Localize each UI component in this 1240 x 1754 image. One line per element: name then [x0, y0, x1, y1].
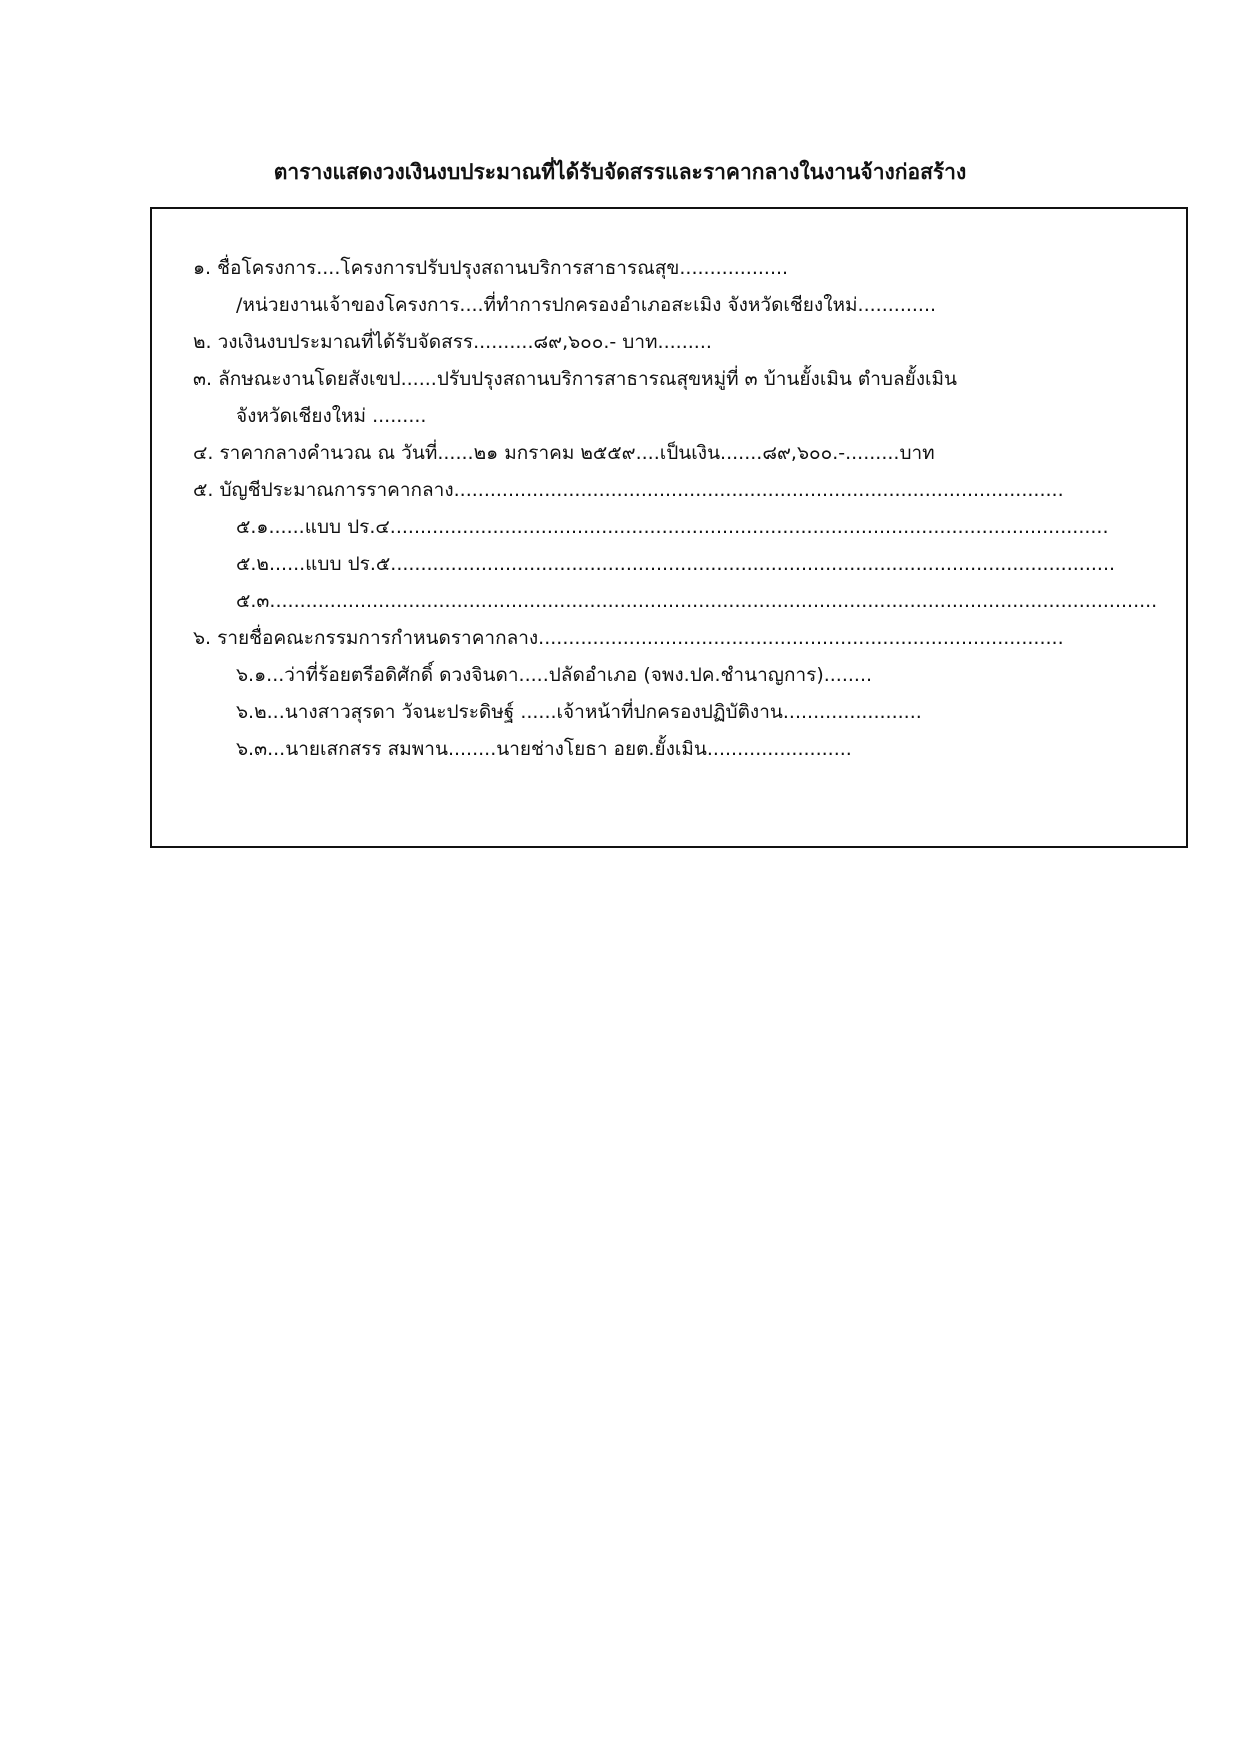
item-6-1: ๖.๑...ว่าที่ร้อยตรีอดิศักดิ์ ดวงจินดา.....ปลัดอำเภอ (จพง.ปค.ชำนาญการ)........ [236, 664, 873, 686]
item-1-project-name: ๑. ชื่อโครงการ....โครงการปรับปรุงสถานบริการสาธารณสุข.................. [193, 257, 789, 279]
item-5-3: ๕.๓................................................................................................................................................... [236, 590, 1158, 612]
item-5-estimate-list: ๕. บัญชีประมาณการราคากลาง..................................................................................................... [193, 479, 1064, 501]
document-title: ตารางแสดงวงเงินงบประมาณที่ได้รับจัดสรรและราคากลางในงานจ้างก่อสร้าง [273, 160, 967, 184]
item-6-committee: ๖. รายชื่อคณะกรรมการกำหนดราคากลาง....................................................................................... [193, 627, 1064, 649]
item-2-budget: ๒. วงเงินงบประมาณที่ได้รับจัดสรร..........๘๙,๖๐๐.- บาท......... [193, 331, 712, 353]
item-3-description: ๓. ลักษณะงานโดยสังเขป......ปรับปรุงสถานบริการสาธารณสุขหมู่ที่ ๓ บ้านยั้งเมิน ตำบลยั้งเมิน [193, 368, 957, 390]
item-6-3: ๖.๓...นายเสกสรร สมพาน........นายช่างโยธา อยต.ยั้งเมิน........................ [236, 738, 852, 760]
item-3-description-cont: จังหวัดเชียงใหม่ ......... [236, 405, 427, 427]
item-6-2: ๖.๒...นางสาวสุรดา วัจนะประดิษฐ์ ......เจ้าหน้าที่ปกครองปฏิบัติงาน....................... [236, 701, 922, 723]
item-4-median-price: ๔. ราคากลางคำนวณ ณ วันที่......๒๑ มกราคม ๒๕๕๙....เป็นเงิน.......๘๙,๖๐๐.-.........บาท [193, 442, 935, 464]
item-5-1: ๕.๑......แบบ ปร.๔....................................................................................................................... [236, 516, 1109, 538]
item-1-agency: /หน่วยงานเจ้าของโครงการ....ที่ทำการปกครองอำเภอสะเมิง จังหวัดเชียงใหม่............. [236, 294, 937, 316]
item-5-2: ๕.๒......แบบ ปร.๕........................................................................................................................ [236, 553, 1116, 575]
